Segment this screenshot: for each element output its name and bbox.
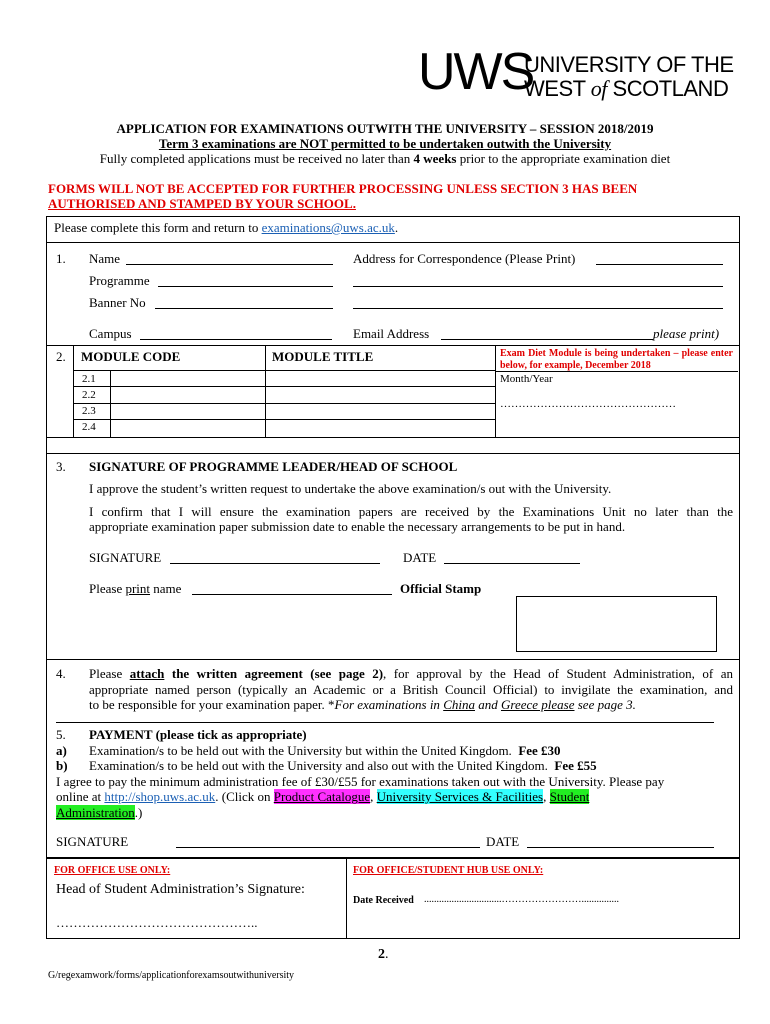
official-stamp-label: Official Stamp [400,581,482,596]
confirm-statement-1: I confirm that I will ensure the examination papers are received by the Examinations Unit no later than the [89,504,733,519]
date-label: DATE [403,550,437,565]
warning-line-2: AUTHORISED AND STAMPED BY YOUR SCHOOL. [48,196,356,211]
please-print-note: please print) [653,326,720,341]
section4-number: 4. [56,666,66,681]
banner-field[interactable] [155,308,333,309]
campus-label: Campus [89,326,132,341]
university-name-logo [524,53,734,101]
approve-statement: I approve the student’s written request to undertake the above examination/s out with the University. [89,481,612,496]
product-catalogue-link[interactable]: Product Catalogue [273,789,371,804]
form-title: APPLICATION FOR EXAMINATIONS OUTWITH THE UNIVERSITY – SESSION 2018/2019 [116,121,654,136]
warning-line-1: FORMS WILL NOT BE ACCEPTED FOR FURTHER PROCESSING UNLESS SECTION 3 HAS BEEN [48,181,638,196]
section4-line-3: to be responsible for your examination paper. *For examinations in China and Greece please see page 3. [89,697,636,712]
payment-title: PAYMENT (please tick as appropriate) [89,727,307,742]
section3-number: 3. [56,459,66,474]
signature-field[interactable] [170,563,380,564]
module-row-label: 2.1 [82,373,96,385]
agree-line-3: Administration.) [56,805,143,820]
date-received-label: Date Received [353,895,414,906]
payment-signature-label: SIGNATURE [56,834,129,849]
section4-line-2: appropriate named person (typically an Academic or a British Council Official) to invigilate the examination, and [89,682,733,697]
email-label: Email Address [353,326,430,341]
module-row-label: 2.2 [82,389,96,401]
address-field-1[interactable] [596,264,723,265]
date-received-field[interactable]: ...............................……………………............... [424,894,619,905]
programme-label: Programme [89,273,150,288]
confirm-statement-2: appropriate examination paper submission date to enable the necessary arrangements to be put in hand. [89,519,626,534]
administration-link[interactable]: Administration [56,805,135,820]
uws-logo-mark: UWS [418,43,534,101]
campus-field[interactable] [140,339,332,340]
file-path: G/regexamwork/forms/applicationforexamsoutwithuniversity [48,970,295,981]
option-a-text: Examination/s to be held out with the University but within the United Kingdom. Fee £30 [89,743,561,758]
payment-date-label: DATE [486,834,520,849]
hub-use-title: FOR OFFICE/STUDENT HUB USE ONLY: [353,865,544,876]
email-field[interactable] [441,339,653,340]
banner-label: Banner No [89,295,146,310]
module-title-header: MODULE TITLE [272,349,374,364]
university-services-link[interactable]: University Services & Facilities [376,789,544,804]
office-use-title: FOR OFFICE USE ONLY: [54,865,171,876]
exam-diet-note: Exam Diet Module is being undertaken – please enter below, for example, December 2018 [500,348,733,371]
programme-field[interactable] [158,286,333,287]
address-field-2[interactable] [353,286,723,287]
option-a-label[interactable]: a) [56,743,67,758]
option-b-label[interactable]: b) [56,758,68,773]
deadline-text: Fully completed applications must be received no later than 4 weeks prior to the appropriate examination diet [99,151,671,166]
module-code-header: MODULE CODE [81,349,181,364]
page-number: 2. [378,947,389,962]
term3-notice: Term 3 examinations are NOT permitted to be undertaken outwith the University [158,136,612,151]
month-year-field[interactable]: ………………………………………… [500,398,676,410]
section3-title: SIGNATURE OF PROGRAMME LEADER/HEAD OF SCHOOL [89,459,458,474]
logo-line-1: UNIVERSITY OF THE [524,52,734,77]
section2-number: 2. [56,349,66,364]
print-name-label: Please print name [89,581,182,596]
address-field-3[interactable] [353,308,723,309]
shop-link[interactable]: http://shop.uws.ac.uk [104,789,216,804]
module-row-label: 2.4 [82,421,96,433]
section5-number: 5. [56,727,66,742]
student-link[interactable]: Student [549,789,590,804]
payment-signature-field[interactable] [176,847,480,848]
agree-line-1: I agree to pay the minimum administration fee of £30/£55 for examinations taken out with the University. Please pay [56,774,665,789]
module-row-label: 2.3 [82,405,96,417]
print-name-field[interactable] [192,594,392,595]
agree-line-2: online at http://shop.uws.ac.uk. (Click on Product Catalogue, University Services & Facilities, Student [56,789,590,804]
payment-date-field[interactable] [527,847,714,848]
month-year-label: Month/Year [500,373,553,385]
official-stamp-box[interactable] [516,596,717,652]
examinations-email-link[interactable]: examinations@uws.ac.uk [261,220,395,235]
name-label: Name [89,251,121,266]
hosa-signature-label: Head of Student Administration’s Signature: [56,882,305,897]
section4-line-1: Please attach the written agreement (see page 2), for approval by the Head of Student Administration, of an [89,666,734,681]
name-field[interactable] [126,264,333,265]
intro-text: Please complete this form and return to examinations@uws.ac.uk. [54,220,399,235]
option-b-text: Examination/s to be held out with the University and also out with the United Kingdom. Fee £55 [89,758,597,773]
address-label: Address for Correspondence (Please Print) [353,251,576,266]
signature-label: SIGNATURE [89,550,162,565]
hosa-signature-field[interactable]: ……………………………………….. [56,915,258,930]
date-field[interactable] [444,563,580,564]
section1-number: 1. [56,251,66,266]
logo-line-2: WEST of SCOTLAND [524,76,729,101]
